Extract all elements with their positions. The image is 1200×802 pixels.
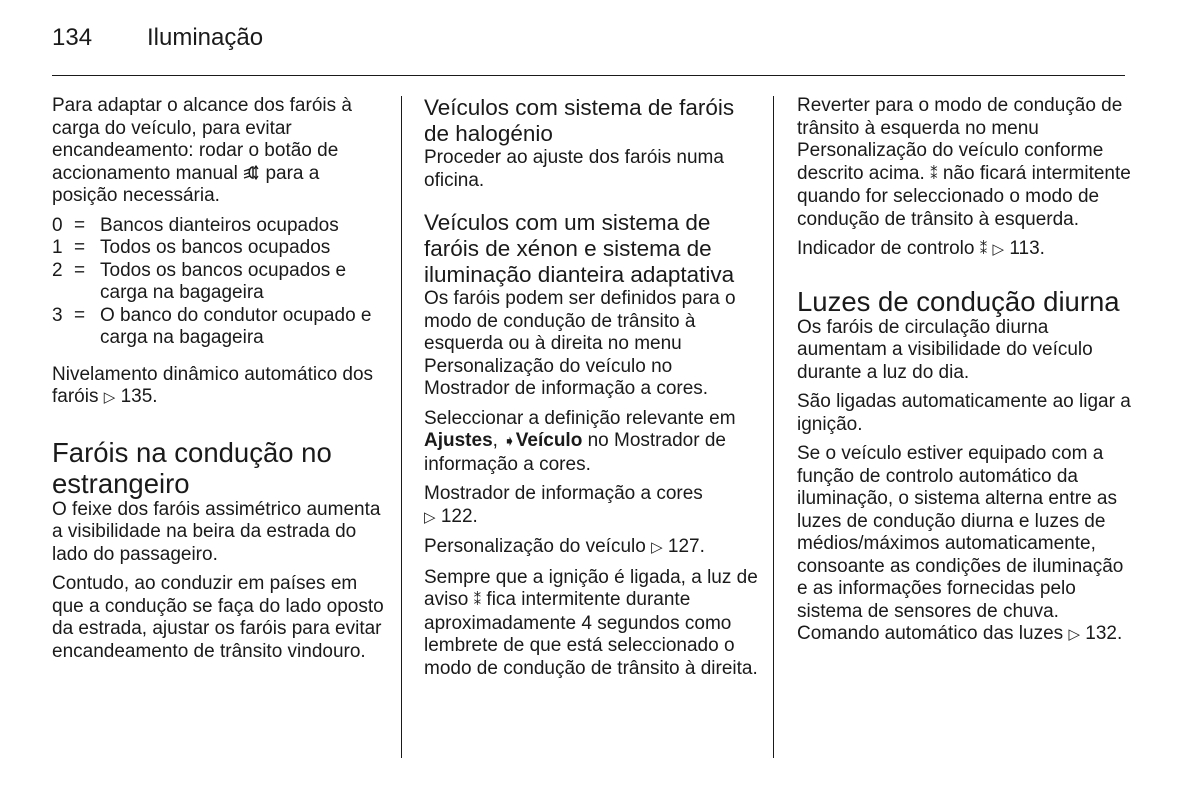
column-2 <box>424 95 759 687</box>
paragraph: Reverter para o modo de condução de trânsito à esquerda no menu Personalização do veículo conforme descrito acima. ⁑ não ficará intermitente quando for seleccionado o modo de condução de trânsito à esquerda. <box>797 95 1131 230</box>
headlight-range-icon <box>243 165 260 180</box>
page-ref-icon: ▷ <box>651 539 663 556</box>
column-divider <box>401 96 402 758</box>
paragraph: Contudo, ao conduzir em países em que a condução se faça do lado oposto da estrada, ajustar os faróis para evitar encandeamento de trânsito vindouro. <box>52 573 384 662</box>
paragraph: Indicador de controlo ⁑ ▷ 113. <box>797 238 1045 259</box>
page-number: 134 <box>52 24 93 51</box>
paragraph: Nivelamento dinâmico automático dos faróis ▷ 135. <box>52 363 374 407</box>
paragraph: O feixe dos faróis assimétrico aumenta a visibilidade na beira da estrada do lado do passageiro. <box>52 498 381 565</box>
list-item: 3 = O banco do condutor ocupado e carga na bagageira <box>52 304 372 348</box>
page-ref-icon: ▷ <box>992 241 1005 258</box>
paragraph: Os faróis podem ser definidos para o modo de condução de trânsito à esquerda ou à direita no menu Personalização do veículo no Mostrador de informação a cores. <box>424 288 736 399</box>
column-divider <box>773 96 774 758</box>
column-3 <box>797 95 1132 654</box>
subsection-heading: Veículos com um sistema de faróis de xénon e sistema de iluminação dianteira adaptativa <box>424 210 735 287</box>
paragraph: São ligadas automaticamente ao ligar a ignição. <box>797 391 1131 435</box>
section-heading: Faróis na condução no estrangeiro <box>52 436 332 499</box>
paragraph: Proceder ao ajuste dos faróis numa oficina. <box>424 147 724 191</box>
paragraph: Se o veículo estiver equipado com a função de controlo automático da iluminação, o sistema alterna entre as luzes de condução diurna e luzes de médios/máximos automaticamente, consoante as condições de iluminação e as informações fornecidas pelo sistema de sensores de chuva. Comando automático das luzes ▷ 132. <box>797 443 1124 644</box>
arrow-right-icon: ➧ <box>503 433 516 450</box>
load-position-list <box>52 215 387 350</box>
paragraph: Personalização do veículo ▷ 127. <box>424 536 705 557</box>
page-title: Iluminação <box>147 24 264 51</box>
paragraph: Sempre que a ignição é ligada, a luz de aviso ⁑ fica intermitente durante aproximadamente 4 segundos como lembrete de que está seleccionado o modo de condução de trânsito à direita. <box>424 566 758 679</box>
list-item: 2 = Todos os bancos ocupados e carga na bagageira <box>52 259 347 303</box>
header-rule <box>52 75 1125 76</box>
page-ref-icon: ▷ <box>424 508 436 526</box>
warning-light-icon: ⁑ <box>930 165 938 183</box>
column-1 <box>52 95 387 670</box>
warning-light-icon: ⁑ <box>473 592 482 609</box>
page-ref-icon: ▷ <box>103 389 116 406</box>
list-item: 1 = Todos os bancos ocupados <box>52 237 331 258</box>
paragraph: Os faróis de circulação diurna aumentam a visibilidade do veículo durante a luz do dia. <box>797 316 1093 383</box>
section-heading: Luzes de condução diurna <box>797 285 1120 317</box>
paragraph: Mostrador de informação a cores ▷ 122. <box>424 483 703 527</box>
list-item: 0 = Bancos dianteiros ocupados <box>52 214 339 236</box>
warning-light-icon: ⁑ <box>979 241 988 258</box>
paragraph: Seleccionar a definição relevante em Ajustes, ➧Veículo no Mostrador de informação a cores. <box>424 407 736 475</box>
page-ref-icon: ▷ <box>1068 626 1080 643</box>
subsection-heading: Veículos com sistema de faróis de halogénio <box>424 95 735 146</box>
paragraph: Para adaptar o alcance dos faróis à carga do veículo, para evitar encandeamento: rodar o botão de accionamento manual para a posição necessária. <box>52 95 352 206</box>
